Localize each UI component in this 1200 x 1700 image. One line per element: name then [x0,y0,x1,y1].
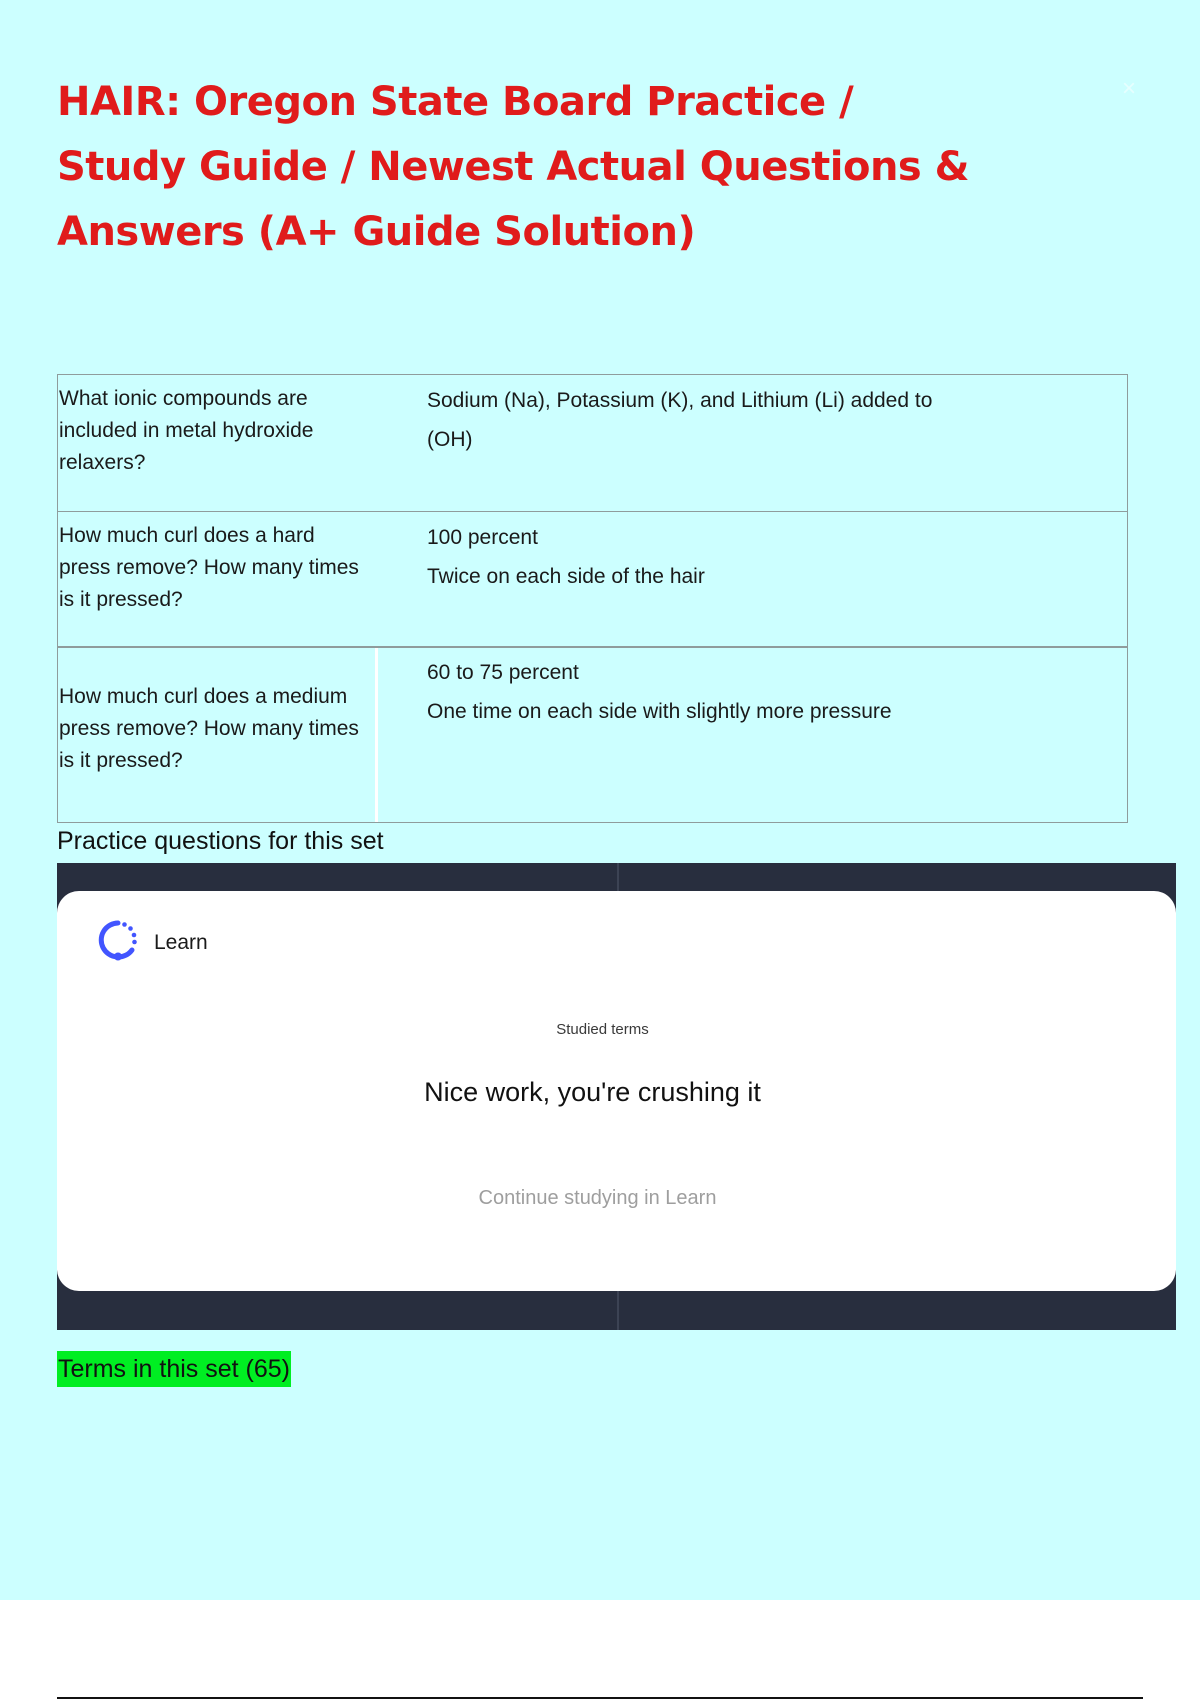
document-title: HAIR: Oregon State Board Practice / Study Guide / Newest Actual Questions & Answers (A+ Guide Solution) [57,79,970,255]
term-text: What ionic compounds are included in metal hydroxide relaxers? [59,387,314,474]
studied-terms-label: Studied terms [556,1021,649,1038]
definition-line: One time on each side with slightly more pressure [427,700,892,723]
footer-divider [57,1697,1143,1699]
definition-line: Twice on each side of the hair [427,565,705,588]
term-text: How much curl does a medium press remove? How many times is it pressed? [59,685,359,772]
term-text: How much curl does a hard press remove? How many times is it pressed? [59,524,359,611]
practice-heading: Practice questions for this set [57,827,384,855]
terms-count-heading: Terms in this set (65) [57,1351,291,1387]
qa-table [57,374,1128,823]
definition-text [427,518,1027,596]
definition-text [427,653,1027,731]
learn-label[interactable]: Learn [154,931,208,954]
table-row [58,648,1127,822]
column-divider [375,648,378,822]
definition-line: (OH) [427,428,473,451]
progress-message: Nice work, you're crushing it [424,1077,761,1107]
definition-line: Sodium (Na), Potassium (K), and Lithium (Li) added to [427,389,933,412]
table-row [58,512,1127,648]
definition-line: 60 to 75 percent [427,661,579,684]
definition-line: 100 percent [427,526,538,549]
table-row [58,375,1127,512]
continue-learn-button[interactable]: Continue studying in Learn [478,1187,717,1209]
learn-progress-icon [96,918,140,962]
definition-text [427,381,1027,459]
close-icon[interactable]: × [1121,75,1136,102]
